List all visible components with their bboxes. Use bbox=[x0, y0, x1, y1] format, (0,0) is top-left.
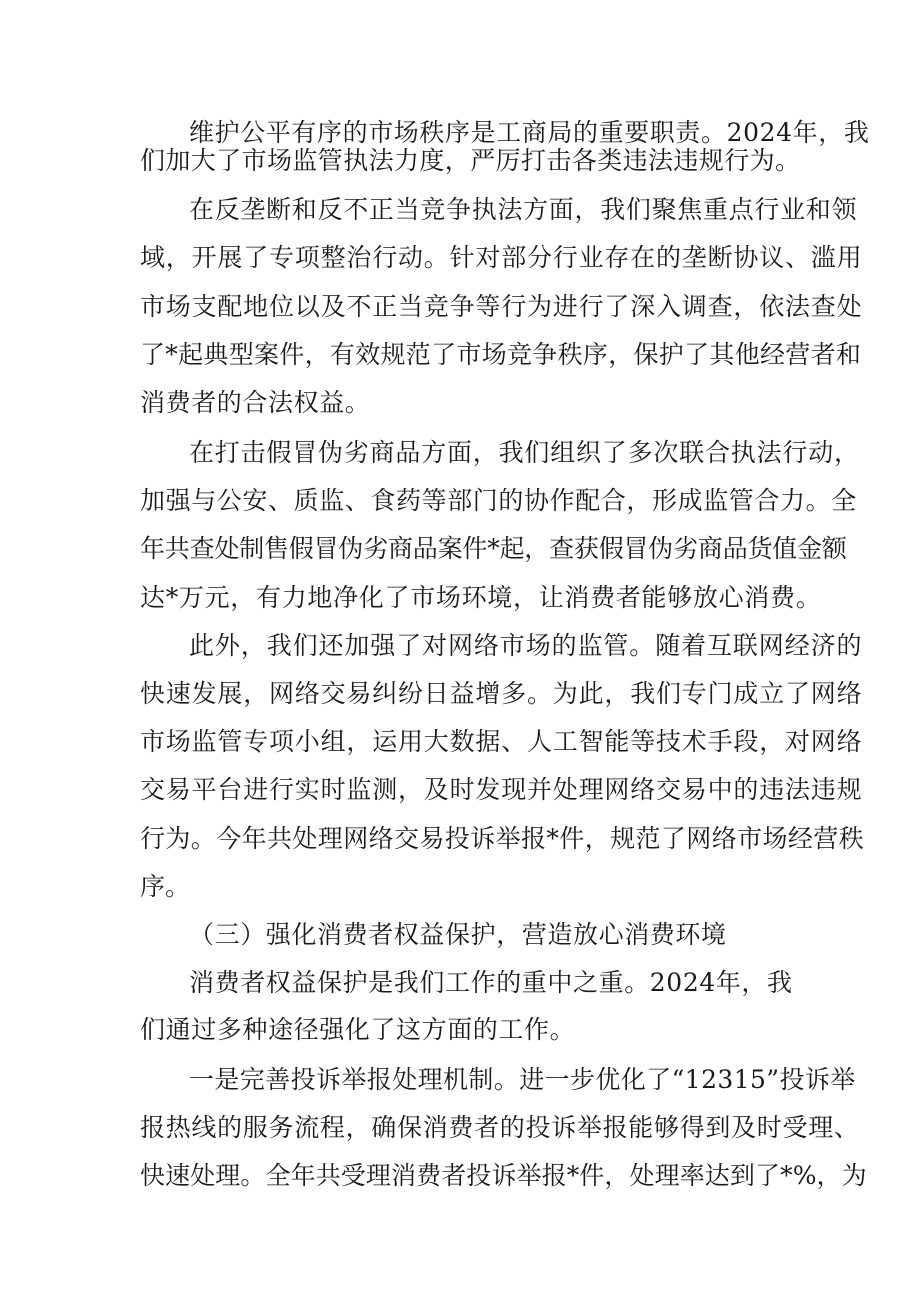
paragraph-2-line-2: 域，开展了专项整治行动。针对部分行业存在的垄断协议、滥用 bbox=[140, 243, 863, 272]
paragraph-3-line-3: 年共查处制售假冒伪劣商品案件*起，查获假冒伪劣商品货值金额 bbox=[140, 534, 847, 563]
paragraph-2-line-4: 了*起典型案件，有效规范了市场竞争秩序，保护了其他经营者和 bbox=[140, 340, 862, 369]
paragraph-1-line-1: 维护公平有序的市场秩序是工商局的重要职责。2024年，我 bbox=[189, 118, 870, 147]
paragraph-4-line-3: 市场监管专项小组，运用大数据、人工智能等技术手段，对网络 bbox=[140, 727, 863, 756]
paragraph-2-line-1: 在反垄断和反不正当竞争执法方面，我们聚焦重点行业和领 bbox=[189, 195, 858, 224]
paragraph-3-line-4: 达*万元，有力地净化了市场环境，让消费者能够放心消费。 bbox=[140, 583, 822, 612]
section-heading: （三）强化消费者权益保护，营造放心消费环境 bbox=[189, 920, 727, 949]
paragraph-4-line-2: 快速发展，网络交易纠纷日益增多。为此，我们专门成立了网络 bbox=[140, 679, 863, 708]
paragraph-4-line-5: 行为。今年共处理网络交易投诉举报*件，规范了网络市场经营秩 bbox=[140, 824, 865, 853]
paragraph-4-line-4: 交易平台进行实时监测，及时发现并处理网络交易中的违法违规 bbox=[140, 775, 863, 804]
paragraph-4-line-6: 序。 bbox=[140, 872, 191, 901]
paragraph-6-line-1: 一是完善投诉举报处理机制。进一步优化了“12315”投诉举 bbox=[189, 1065, 856, 1094]
paragraph-2-line-3: 市场支配地位以及不正当竞争等行为进行了深入调查，依法查处 bbox=[140, 292, 863, 321]
paragraph-6-line-2: 报热线的服务流程，确保消费者的投诉举报能够得到及时受理、 bbox=[140, 1113, 860, 1142]
paragraph-3-line-2: 加强与公安、质监、食药等部门的协作配合，形成监管合力。全 bbox=[140, 486, 857, 515]
paragraph-2-line-5: 消费者的合法权益。 bbox=[140, 388, 371, 417]
paragraph-1-line-2: 们加大了市场监管执法力度，严厉打击各类违法违规行为。 bbox=[140, 146, 801, 175]
paragraph-5-line-2: 们通过多种途径强化了这方面的工作。 bbox=[140, 1015, 576, 1044]
paragraph-3-line-1: 在打击假冒伪劣商品方面，我们组织了多次联合执法行动， bbox=[189, 438, 860, 467]
paragraph-6-line-3: 快速处理。全年共受理消费者投诉举报*件，处理率达到了*%，为 bbox=[140, 1161, 867, 1190]
paragraph-5-line-1: 消费者权益保护是我们工作的重中之重。2024年，我 bbox=[189, 968, 793, 997]
paragraph-4-line-1: 此外，我们还加强了对网络市场的监管。随着互联网经济的 bbox=[189, 631, 863, 660]
